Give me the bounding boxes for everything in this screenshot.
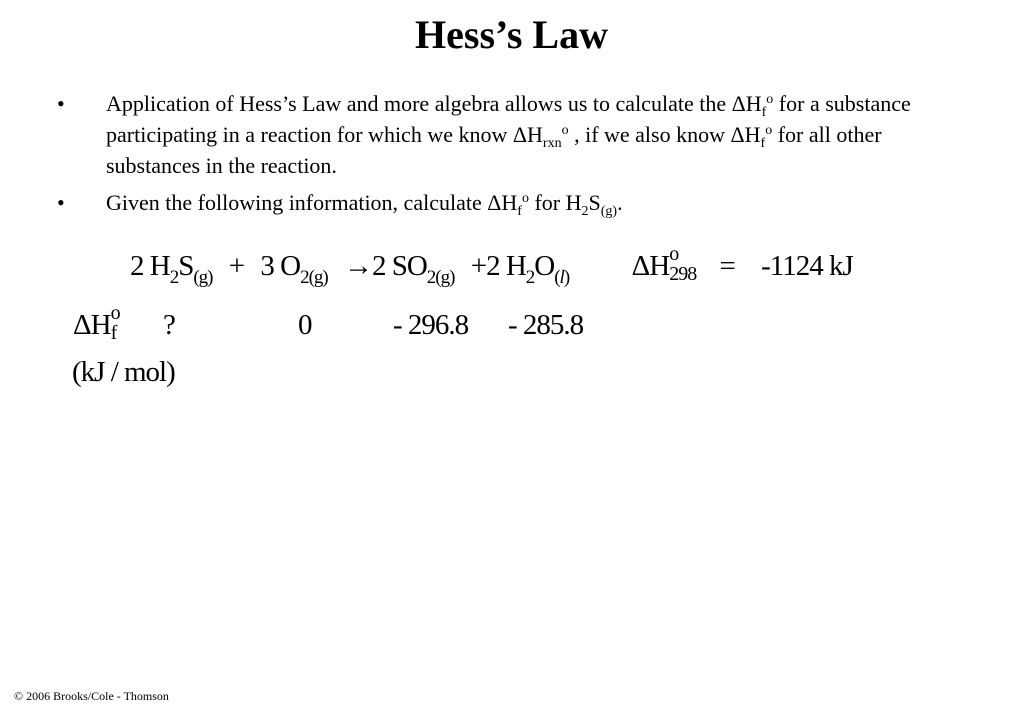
h2o-term: 2 H (486, 250, 526, 282)
superscript: o (669, 243, 679, 266)
enthalpy-scripts (669, 243, 697, 286)
subscript: 298 (669, 263, 697, 286)
bullet-list (57, 88, 957, 224)
bullet-application (57, 88, 957, 181)
bullet-text: Given the following information, calculate ΔH (106, 190, 518, 215)
bullet-text: S (588, 190, 601, 215)
bullet-text: Application of Hess’s Law and more algebra allows us to calculate the ΔH (106, 91, 762, 116)
hf-row-label (73, 302, 125, 345)
h2s-term: 2 H (130, 250, 170, 282)
subscript: f (760, 136, 766, 151)
hf-value-h2s: ? (163, 309, 175, 341)
chemical-equation (130, 243, 853, 288)
subscript: f (517, 204, 522, 219)
subscript: f (110, 322, 117, 345)
subscript: 2 (169, 267, 179, 288)
h2s-term-s: S (178, 250, 194, 282)
h2o-term-o: O (534, 250, 555, 282)
bullet-marker: • (57, 190, 65, 215)
bullet-text: . (617, 190, 623, 215)
state-label: (g) (193, 267, 213, 288)
equals-sign: = (719, 250, 735, 282)
subscript: 2 (525, 267, 535, 288)
state-label: (l) (554, 267, 570, 288)
hf-scripts (110, 302, 125, 345)
slide-title: Hess’s Law (415, 12, 608, 57)
o2-term: 3 O (260, 250, 301, 282)
superscript: o (521, 191, 529, 206)
state-label: 2(g) (426, 267, 455, 288)
bullet-text: for H (528, 190, 582, 215)
enthalpy-value: -1124 kJ (761, 250, 853, 282)
plus-sign: + (228, 250, 245, 282)
subscript: rxn (542, 136, 562, 151)
copyright-footer: © 2006 Brooks/Cole - Thomson (14, 689, 169, 703)
hf-value-h2o: - 285.8 (508, 309, 584, 341)
hf-value-o2: 0 (298, 309, 312, 341)
bullet-text: , if we also know ΔH (568, 122, 761, 147)
subscript: 2 (581, 204, 589, 219)
enthalpy-label: ΔH (631, 250, 670, 282)
bullet-given (57, 187, 957, 218)
bullet-text: for all other substances in the reaction. (106, 122, 882, 178)
so2-term: 2 SO (371, 250, 427, 282)
plus-sign: + (470, 250, 487, 282)
hf-units: (kJ / mol) (72, 356, 175, 388)
bullet-text: for a substance participating in a reaction for which we know ΔH (106, 91, 911, 147)
subscript: (g) (600, 204, 618, 219)
bullet-marker: • (57, 91, 65, 116)
hf-value-so2: - 296.8 (393, 309, 469, 341)
hf-label-text: ΔH (73, 309, 111, 341)
reaction-arrow: → (343, 250, 372, 282)
superscript: o (110, 302, 120, 325)
superscript: o (561, 123, 569, 138)
superscript: o (765, 123, 773, 138)
subscript: f (761, 105, 767, 120)
superscript: o (766, 92, 774, 107)
state-label: 2(g) (300, 267, 328, 288)
